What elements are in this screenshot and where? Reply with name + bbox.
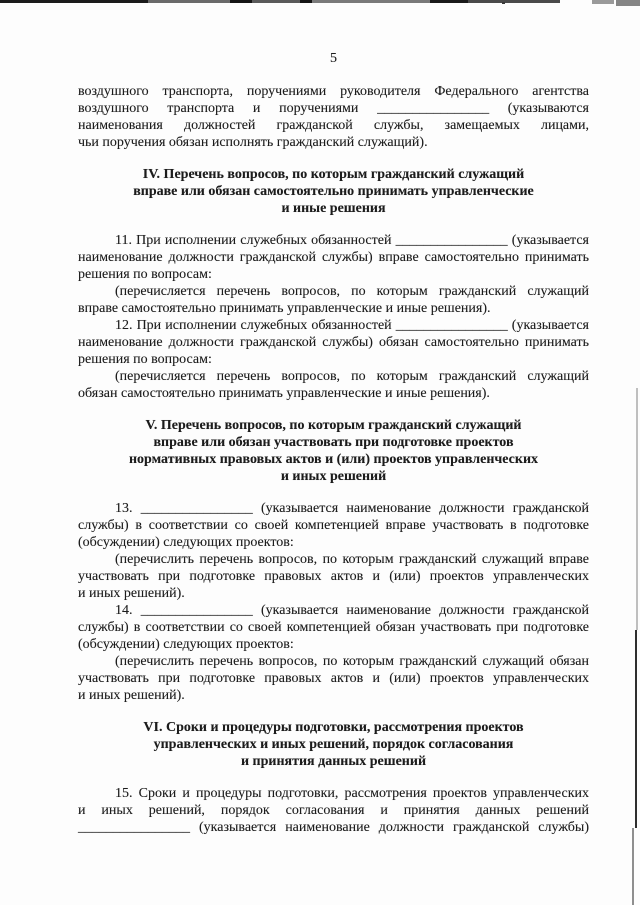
heading-line: и принятия данных решений <box>240 754 427 769</box>
text-line: 14. ________________ (указывается наименование должности гражданской <box>115 603 589 618</box>
section-heading-vi <box>78 719 589 770</box>
section-heading-iv <box>78 166 589 217</box>
text-line: (обсуждении) следующих проектов: <box>78 637 294 652</box>
paragraph-13-note <box>78 551 589 602</box>
text-line: воздушного транспорта и поручениями ________________ (указываются <box>78 101 589 116</box>
text-line: (обсуждении) следующих проектов: <box>78 535 294 550</box>
heading-line: VI. Сроки и процедуры подготовки, рассмотрения проектов <box>143 720 524 735</box>
text-line: 11. При исполнении служебных обязанностей ________________ (указывается <box>115 233 589 248</box>
heading-line: вправе или обязан самостоятельно принимать управленческие <box>133 184 534 199</box>
paragraph-11 <box>78 232 589 283</box>
paragraph-14-note <box>78 653 589 704</box>
heading-line: IV. Перечень вопросов, по которым гражданский служащий <box>142 167 525 182</box>
text-line: воздушного транспорта, поручениями руководителя Федерального агентства <box>78 84 589 99</box>
paragraph-13 <box>78 500 589 551</box>
heading-line: нормативных правовых актов и (или) проектов управленческих <box>128 452 539 467</box>
text-line: службы) в соответствии со своей компетенцией обязан участвовать при подготовке <box>78 620 589 635</box>
heading-line: вправе или обязан участвовать при подготовке проектов <box>153 435 514 450</box>
scan-artifact-speck <box>502 2 505 4</box>
text-line: участвовать при подготовке правовых актов и (или) проектов управленческих <box>78 671 589 686</box>
document-page <box>78 50 589 836</box>
scan-artifact-right-edge-gray <box>632 828 634 905</box>
text-line: и иных решений, порядок согласования и принятия данных решений <box>78 803 589 818</box>
text-line: 15. Сроки и процедуры подготовки, рассмотрения проектов управленческих <box>115 786 589 801</box>
paragraph-14 <box>78 602 589 653</box>
paragraph-12 <box>78 317 589 368</box>
text-line: и иных решений). <box>78 688 185 703</box>
text-line: решения по вопросам: <box>78 352 212 367</box>
text-line: наименования должностей гражданской службы, замещаемых лицами, <box>78 118 589 133</box>
page-number: 5 <box>330 51 337 66</box>
text-line: наименование должности гражданской службы) обязан самостоятельно принимать <box>78 335 589 350</box>
text-line: 12. При исполнении служебных обязанностей ________________ (указывается <box>115 318 589 333</box>
scan-artifact-right-edge-light <box>636 388 638 630</box>
text-line: участвовать при подготовке правовых актов и (или) проектов управленческих <box>78 569 589 584</box>
heading-line: управленческих и иных решений, порядок согласования <box>153 737 514 752</box>
text-line: 13. ________________ (указывается наименование должности гражданской <box>115 501 589 516</box>
text-line: решения по вопросам: <box>78 267 212 282</box>
paragraph-11-note <box>78 283 589 317</box>
text-line: (перечисляется перечень вопросов, по которым гражданский служащий <box>115 284 589 299</box>
heading-line: и иных решений <box>280 469 387 484</box>
paragraph-12-note <box>78 368 589 402</box>
paragraph-15 <box>78 785 589 836</box>
section-heading-v <box>78 417 589 485</box>
text-line: (перечисляется перечень вопросов, по которым гражданский служащий <box>115 369 589 384</box>
scan-artifact-right-edge-dark <box>635 630 637 828</box>
text-line: чьи поручения обязан исполнять гражданский служащий). <box>78 135 428 150</box>
heading-line: и иные решения <box>281 201 386 216</box>
paragraph-intro <box>78 83 589 151</box>
heading-line: V. Перечень вопросов, по которым гражданский служащий <box>145 418 522 433</box>
text-line: ________________ (указывается наименование должности гражданской службы) <box>78 820 589 835</box>
scan-artifact-top-edge <box>0 0 640 3</box>
scan-artifact-top-right-1 <box>592 0 614 4</box>
text-line: службы) в соответствии со своей компетенцией вправе участвовать в подготовке <box>78 518 589 533</box>
text-line: (перечислить перечень вопросов, по которым гражданский служащий обязан <box>115 654 589 669</box>
text-line: обязан самостоятельно принимать управленческие и иные решения). <box>78 386 490 401</box>
scan-artifact-top-right-2 <box>616 0 640 6</box>
text-line: и иных решений). <box>78 586 185 601</box>
text-line: наименование должности гражданской службы) вправе самостоятельно принимать <box>78 250 589 265</box>
text-line: вправе самостоятельно принимать управленческие и иные решения). <box>78 301 491 316</box>
text-line: (перечислить перечень вопросов, по которым гражданский служащий вправе <box>115 552 589 567</box>
